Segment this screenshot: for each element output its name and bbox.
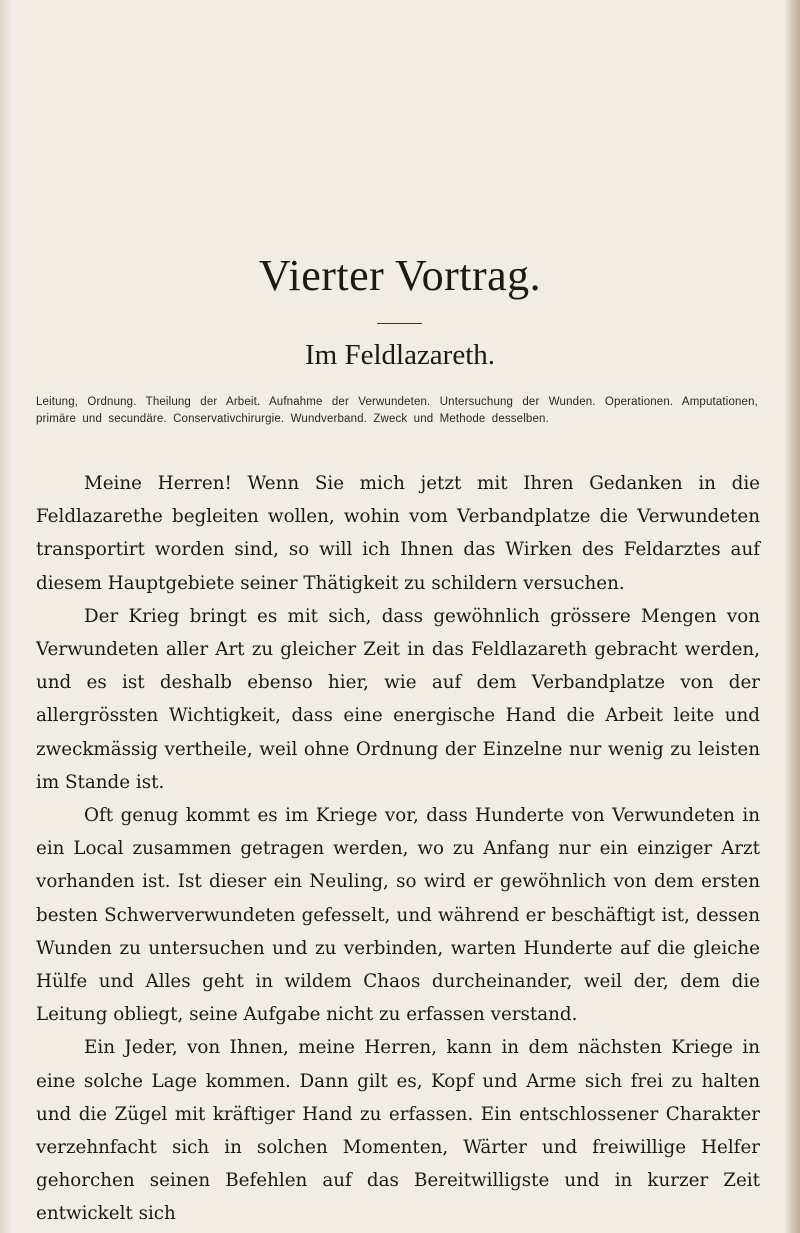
chapter-summary: Leitung, Ordnung. Theilung der Arbeit. Aufnahme der Verwundeten. Untersuchung der Wunden. Operationen. Amputationen, primäre und secundäre. Conservativchirurgie. Wundverband. Zweck und Methode desselben. bbox=[36, 396, 758, 425]
page-edge bbox=[784, 0, 800, 1233]
chapter-subtitle: Im Feldlazareth. bbox=[304, 339, 496, 371]
paragraph-2: Der Krieg bringt es mit sich, dass gewöhnlich grössere Mengen von Verwundeten aller Art zu gleicher Zeit in das Feldlazareth gebracht werden, und es ist deshalb ebenso hier, wie auf dem Verbandplatze von der allergrössten Wichtigkeit, dass eine energische Hand die Arbeit leite und zweckmässig vertheile, weil ohne Ordnung der Einzelne nur wenig zu leisten im Stande ist. bbox=[36, 605, 760, 793]
body-text bbox=[36, 467, 760, 1231]
title-divider bbox=[377, 323, 422, 324]
page-gutter-shadow bbox=[0, 0, 12, 1233]
lecture-title: Vierter Vortrag. bbox=[258, 251, 542, 300]
paragraph-1: Meine Herren! Wenn Sie mich jetzt mit Ihren Gedanken in die Feldlazarethe begleiten wollen, wohin vom Verbandplatze die Verwundeten transportirt worden sind, so will ich Ihnen das Wirken des Feldarztes auf diesem Hauptgebiete seiner Thätigkeit zu schildern versuchen. bbox=[36, 473, 760, 594]
paragraph-3: Oft genug kommt es im Kriege vor, dass Hunderte von Verwundeten in ein Local zusammen getragen werden, wo zu Anfang nur ein einziger Arzt vorhanden ist. Ist dieser ein Neuling, so wird er gewöhnlich von dem ersten besten Schwerverwundeten gefesselt, und während er beschäftigt ist, dessen Wunden zu untersuchen und zu verbinden, warten Hunderte auf die gleiche Hülfe und Alles geht in wildem Chaos durcheinander, weil der, dem die Leitung obliegt, seine Aufgabe nicht zu erfassen verstand. bbox=[36, 805, 760, 1026]
paragraph-4: Ein Jeder, von Ihnen, meine Herren, kann in dem nächsten Kriege in eine solche Lage kommen. Dann gilt es, Kopf und Arme sich frei zu halten und die Zügel mit kräftiger Hand zu erfassen. Ein entschlossener Charakter verzehnfacht sich in solchen Momenten, Wärter und freiwillige Helfer gehorchen seinen Befehlen auf das Bereitwilligste und in kurzer Zeit entwickelt sich bbox=[36, 1037, 760, 1225]
